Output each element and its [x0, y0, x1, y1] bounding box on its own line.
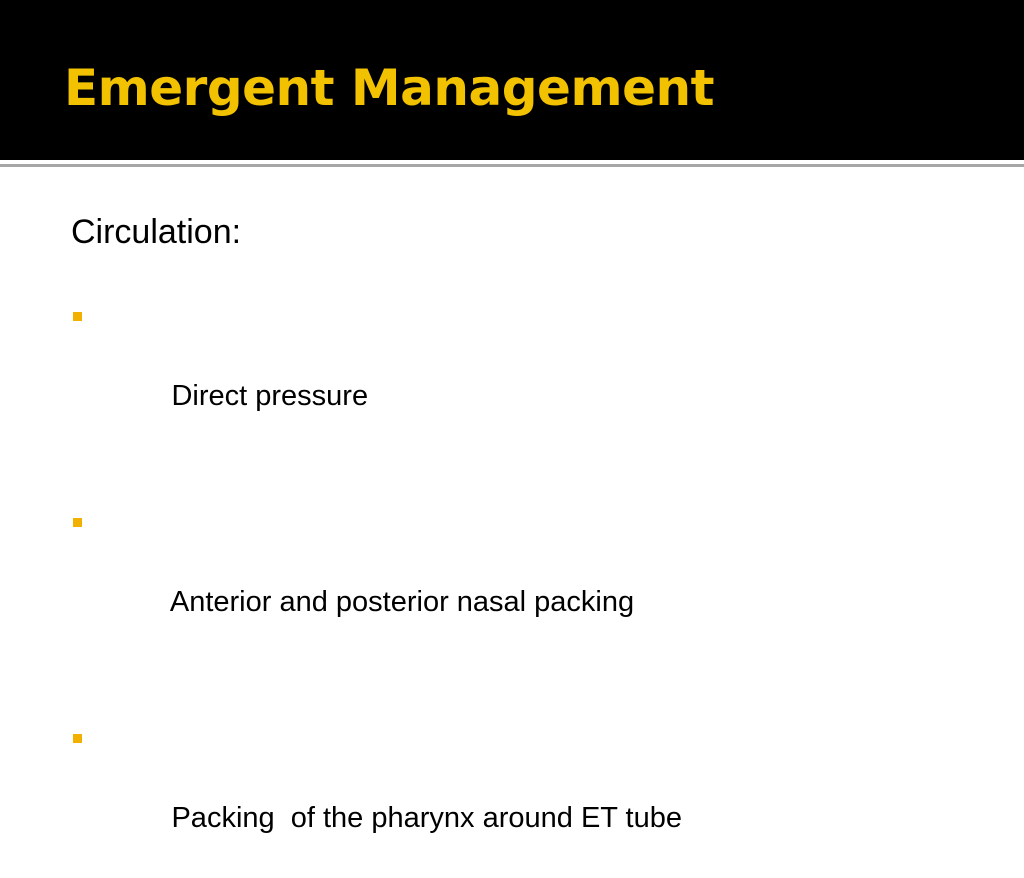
bullet-item: [71, 502, 971, 662]
bullet-item: [71, 296, 971, 456]
square-bullet-icon: [73, 312, 82, 321]
bullet-text: Anterior and posterior nasal packing: [169, 586, 635, 618]
bullet-text: Direct pressure: [171, 380, 369, 412]
square-bullet-icon: [73, 518, 82, 527]
title-divider-shadow: [0, 164, 1024, 167]
slide-content: [71, 208, 971, 878]
section-heading: Circulation:: [71, 213, 242, 251]
bullet-text: Packing of the pharynx around ET tube: [171, 802, 682, 834]
square-bullet-icon: [73, 734, 82, 743]
title-bar: [0, 0, 1024, 160]
bullet-list: [71, 296, 971, 878]
slide-title: Emergent Management: [64, 59, 714, 117]
title-divider: [0, 160, 1024, 163]
bullet-item: [71, 718, 971, 878]
